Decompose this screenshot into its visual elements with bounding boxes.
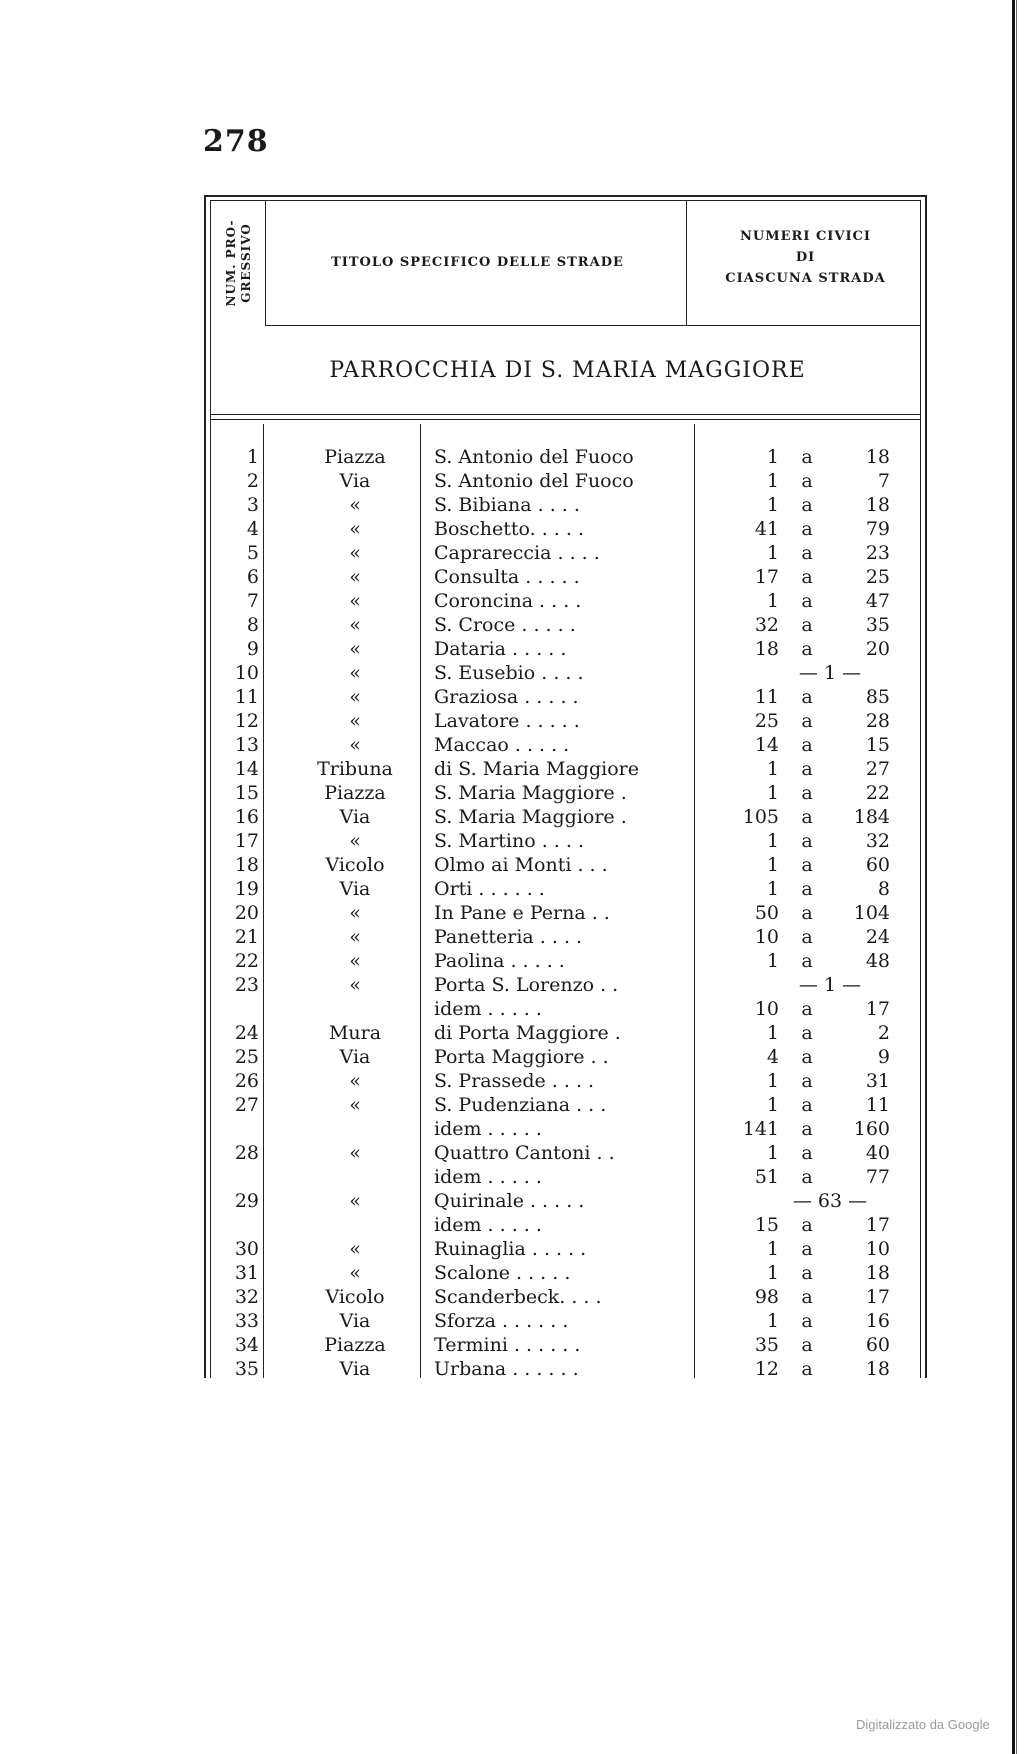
street-type: Vicolo (325, 1286, 385, 1308)
civic-to: 9 (877, 1046, 890, 1068)
table-row (210, 589, 921, 613)
row-number: 17 (234, 830, 259, 852)
row-number: 32 (234, 1286, 259, 1308)
row-number: 35 (234, 1358, 259, 1380)
civic-to: 27 (865, 758, 890, 780)
row-number: 11 (234, 686, 259, 708)
street-name: Sforza . . . . . . (434, 1310, 569, 1332)
table-row (210, 685, 921, 709)
street-name: S. Prassede . . . . (434, 1070, 595, 1092)
civic-separator: a (801, 1358, 813, 1380)
street-type: « (349, 1094, 361, 1116)
civic-to: 28 (865, 710, 890, 732)
table-row (210, 997, 921, 1021)
row-number: 3 (246, 494, 259, 516)
street-name: Porta S. Lorenzo . . (434, 974, 619, 996)
row-number: 21 (234, 926, 259, 948)
civic-to: 18 (865, 1358, 890, 1380)
street-name: Paolina . . . . . (434, 950, 565, 972)
civic-separator: a (801, 1238, 813, 1260)
street-type: « (349, 1190, 361, 1212)
street-list (210, 445, 921, 1381)
street-name: Orti . . . . . . (434, 878, 545, 900)
civic-from: 105 (742, 806, 779, 828)
row-number: 8 (246, 614, 259, 636)
row-number: 10 (234, 662, 259, 684)
civic-to: 8 (877, 878, 890, 900)
row-number: 7 (246, 590, 259, 612)
civic-to: 18 (865, 1262, 890, 1284)
parish-bottom-rule-2 (210, 419, 921, 420)
civic-to: 85 (865, 686, 890, 708)
header-numeri-civici (688, 226, 923, 289)
table-row (210, 781, 921, 805)
civic-to: 17 (865, 1214, 890, 1236)
table-row (210, 1165, 921, 1189)
table-row (210, 757, 921, 781)
table-row (210, 517, 921, 541)
header-civici-line2: DI (795, 250, 816, 265)
table-row (210, 1189, 921, 1213)
civic-from: 18 (754, 638, 779, 660)
civic-separator: a (801, 926, 813, 948)
row-number: 2 (246, 470, 259, 492)
row-number: 26 (234, 1070, 259, 1092)
page-edge-secondary (1016, 0, 1017, 1754)
civic-from: 98 (754, 1286, 779, 1308)
row-number: 22 (234, 950, 259, 972)
table-row (210, 709, 921, 733)
street-type: « (349, 1238, 361, 1260)
table-row (210, 1357, 921, 1381)
civic-from: 1 (766, 494, 779, 516)
civic-to: 25 (865, 566, 890, 588)
civic-from: 1 (766, 1142, 779, 1164)
civic-from: 1 (766, 878, 779, 900)
civic-from: 1 (766, 542, 779, 564)
parish-bottom-rule (210, 414, 921, 415)
civic-separator: a (801, 1094, 813, 1116)
row-number: 4 (246, 518, 259, 540)
civic-from: 10 (754, 926, 779, 948)
civic-separator: a (801, 1070, 813, 1092)
street-name: S. Bibiana . . . . (434, 494, 580, 516)
civic-from: 25 (754, 710, 779, 732)
civic-separator: a (801, 782, 813, 804)
civic-separator: a (801, 614, 813, 636)
street-name: Dataria . . . . . (434, 638, 567, 660)
row-number: 15 (234, 782, 259, 804)
civic-to: 2 (877, 1022, 890, 1044)
street-type: « (349, 734, 361, 756)
civic-from: 4 (766, 1046, 779, 1068)
street-type: Via (339, 878, 371, 900)
street-type: « (349, 830, 361, 852)
civic-range-single: — 1 — (798, 662, 862, 684)
civic-separator: a (801, 950, 813, 972)
street-type: « (349, 662, 361, 684)
civic-from: 51 (754, 1166, 779, 1188)
street-name: Scalone . . . . . (434, 1262, 571, 1284)
street-name: S. Martino . . . . (434, 830, 584, 852)
street-name: Porta Maggiore . . (434, 1046, 609, 1068)
civic-to: 60 (865, 1334, 890, 1356)
street-type: « (349, 710, 361, 732)
table-row (210, 469, 921, 493)
street-name: S. Maria Maggiore . (434, 782, 627, 804)
row-number: 30 (234, 1238, 259, 1260)
street-type: « (349, 590, 361, 612)
civic-from: 1 (766, 950, 779, 972)
civic-from: 32 (754, 614, 779, 636)
header-divider-civici (686, 201, 687, 325)
civic-separator: a (801, 494, 813, 516)
street-type: Mura (328, 1022, 382, 1044)
civic-from: 35 (754, 1334, 779, 1356)
civic-from: 41 (754, 518, 779, 540)
row-number: 14 (234, 758, 259, 780)
civic-to: 48 (865, 950, 890, 972)
table-row (210, 613, 921, 637)
street-type: « (349, 494, 361, 516)
civic-to: 184 (853, 806, 890, 828)
table-row (210, 661, 921, 685)
digitization-credit: Digitalizzato da Google (856, 1717, 990, 1732)
civic-from: 12 (754, 1358, 779, 1380)
row-number: 31 (234, 1262, 259, 1284)
civic-to: 104 (853, 902, 890, 924)
civic-from: 1 (766, 854, 779, 876)
street-name: Boschetto. . . . . (434, 518, 585, 540)
street-type: « (349, 926, 361, 948)
civic-separator: a (801, 1262, 813, 1284)
street-type: Via (339, 1046, 371, 1068)
civic-from: 1 (766, 782, 779, 804)
row-number: 27 (234, 1094, 259, 1116)
street-name: S. Eusebio . . . . (434, 662, 584, 684)
civic-separator: a (801, 686, 813, 708)
civic-from: 1 (766, 1022, 779, 1044)
row-number: 13 (234, 734, 259, 756)
street-type: Via (339, 1358, 371, 1380)
table-row (210, 1069, 921, 1093)
street-type: « (349, 518, 361, 540)
civic-separator: a (801, 446, 813, 468)
street-type: « (349, 566, 361, 588)
row-number: 12 (234, 710, 259, 732)
row-number: 1 (246, 446, 259, 468)
civic-range-single: — 63 — (792, 1190, 868, 1212)
civic-separator: a (801, 854, 813, 876)
table-row (210, 973, 921, 997)
table-row (210, 805, 921, 829)
civic-separator: a (801, 566, 813, 588)
civic-separator: a (801, 638, 813, 660)
street-name: Caprareccia . . . . (434, 542, 600, 564)
civic-separator: a (801, 998, 813, 1020)
civic-to: 47 (865, 590, 890, 612)
street-name: Olmo ai Monti . . . (434, 854, 608, 876)
civic-from: 10 (754, 998, 779, 1020)
civic-to: 40 (865, 1142, 890, 1164)
street-name: Graziosa . . . . . (434, 686, 579, 708)
table-row (210, 493, 921, 517)
street-name: S. Maria Maggiore . (434, 806, 627, 828)
table-row (210, 541, 921, 565)
street-name: idem . . . . . (434, 998, 542, 1020)
civic-to: 31 (865, 1070, 890, 1092)
civic-to: 24 (865, 926, 890, 948)
civic-to: 17 (865, 998, 890, 1020)
street-name: Termini . . . . . . (434, 1334, 581, 1356)
civic-from: 1 (766, 446, 779, 468)
table-row (210, 1021, 921, 1045)
table-row (210, 1117, 921, 1141)
street-name: Maccao . . . . . (434, 734, 570, 756)
civic-to: 79 (865, 518, 890, 540)
header-num-progressivo (214, 202, 264, 324)
street-type: Piazza (324, 1334, 386, 1356)
street-name: di Porta Maggiore . (434, 1022, 621, 1044)
street-type: « (349, 974, 361, 996)
header-bottom-rule (265, 325, 921, 326)
street-name: S. Antonio del Fuoco (434, 446, 634, 468)
civic-separator: a (801, 806, 813, 828)
civic-separator: a (801, 878, 813, 900)
street-name: Consulta . . . . . (434, 566, 580, 588)
page-edge (1012, 0, 1015, 1754)
civic-from: 1 (766, 758, 779, 780)
street-name: di S. Maria Maggiore (434, 758, 639, 780)
civic-from: 11 (754, 686, 779, 708)
civic-separator: a (801, 734, 813, 756)
street-name: Quattro Cantoni . . (434, 1142, 615, 1164)
civic-to: 20 (865, 638, 890, 660)
civic-from: 1 (766, 470, 779, 492)
table-row (210, 1309, 921, 1333)
header-civici-line1: NUMERI CIVICI (740, 229, 871, 244)
civic-to: 18 (865, 494, 890, 516)
civic-separator: a (801, 710, 813, 732)
table-row (210, 1237, 921, 1261)
civic-separator: a (801, 1334, 813, 1356)
civic-separator: a (801, 1046, 813, 1068)
table-row (210, 733, 921, 757)
table-row (210, 1285, 921, 1309)
table-row (210, 1333, 921, 1357)
row-number: 6 (246, 566, 259, 588)
civic-from: 17 (754, 566, 779, 588)
street-name: Panetteria . . . . (434, 926, 583, 948)
table-row (210, 1261, 921, 1285)
table-row (210, 853, 921, 877)
civic-from: 1 (766, 1310, 779, 1332)
parish-title: PARROCCHIA DI S. MARIA MAGGIORE (329, 358, 806, 383)
street-name: Urbana . . . . . . (434, 1358, 579, 1380)
civic-range-single: — 1 — (798, 974, 862, 996)
street-type: Vicolo (325, 854, 385, 876)
civic-to: 7 (877, 470, 890, 492)
civic-separator: a (801, 1310, 813, 1332)
civic-from: 1 (766, 1238, 779, 1260)
row-number: 18 (234, 854, 259, 876)
row-number: 29 (234, 1190, 259, 1212)
civic-from: 1 (766, 1094, 779, 1116)
row-number: 24 (234, 1022, 259, 1044)
street-type: Piazza (324, 782, 386, 804)
civic-separator: a (801, 830, 813, 852)
table-row (210, 829, 921, 853)
row-number: 28 (234, 1142, 259, 1164)
civic-to: 10 (865, 1238, 890, 1260)
row-number: 20 (234, 902, 259, 924)
row-number: 16 (234, 806, 259, 828)
table-row (210, 1213, 921, 1237)
street-type: Piazza (324, 446, 386, 468)
street-type: « (349, 614, 361, 636)
street-type: Via (339, 1310, 371, 1332)
street-type: « (349, 1070, 361, 1092)
civic-separator: a (801, 1166, 813, 1188)
street-name: In Pane e Perna . . (434, 902, 610, 924)
street-type: Via (339, 806, 371, 828)
page-number: 278 (203, 124, 269, 159)
street-type: Via (339, 470, 371, 492)
civic-separator: a (801, 902, 813, 924)
civic-to: 77 (865, 1166, 890, 1188)
row-number: 19 (234, 878, 259, 900)
civic-to: 60 (865, 854, 890, 876)
civic-to: 22 (865, 782, 890, 804)
table-row (210, 445, 921, 469)
row-number: 5 (246, 542, 259, 564)
civic-separator: a (801, 758, 813, 780)
civic-separator: a (801, 1214, 813, 1236)
row-number: 34 (234, 1334, 259, 1356)
street-name: idem . . . . . (434, 1166, 542, 1188)
table-row (210, 877, 921, 901)
civic-separator: a (801, 470, 813, 492)
civic-to: 23 (865, 542, 890, 564)
table-row (210, 1045, 921, 1069)
table-row (210, 925, 921, 949)
street-type: « (349, 542, 361, 564)
civic-from: 141 (742, 1118, 779, 1140)
header-civici-line3: CIASCUNA STRADA (725, 271, 886, 286)
street-type: « (349, 1262, 361, 1284)
civic-separator: a (801, 1022, 813, 1044)
civic-from: 14 (754, 734, 779, 756)
row-number: 25 (234, 1046, 259, 1068)
civic-to: 17 (865, 1286, 890, 1308)
civic-from: 1 (766, 1262, 779, 1284)
street-name: idem . . . . . (434, 1214, 542, 1236)
civic-to: 18 (865, 446, 890, 468)
civic-separator: a (801, 590, 813, 612)
civic-separator: a (801, 518, 813, 540)
table-row (210, 901, 921, 925)
header-num-label: NUM. PRO- GRESSIVO (224, 219, 253, 307)
civic-separator: a (801, 1286, 813, 1308)
street-type: « (349, 638, 361, 660)
header-divider-num (265, 201, 266, 325)
street-name: Quirinale . . . . . (434, 1190, 585, 1212)
street-name: idem . . . . . (434, 1118, 542, 1140)
street-name: Lavatore . . . . . (434, 710, 580, 732)
street-name: Coroncina . . . . (434, 590, 582, 612)
header-title-label: TITOLO SPECIFICO DELLE STRADE (331, 255, 624, 270)
table-row (210, 949, 921, 973)
civic-from: 15 (754, 1214, 779, 1236)
civic-separator: a (801, 542, 813, 564)
street-name: S. Antonio del Fuoco (434, 470, 634, 492)
civic-from: 1 (766, 830, 779, 852)
row-number: 23 (234, 974, 259, 996)
civic-to: 35 (865, 614, 890, 636)
street-type: « (349, 950, 361, 972)
table-row (210, 565, 921, 589)
civic-to: 11 (865, 1094, 890, 1116)
street-name: Ruinaglia . . . . . (434, 1238, 587, 1260)
civic-to: 160 (853, 1118, 890, 1140)
street-type: « (349, 686, 361, 708)
row-number: 9 (246, 638, 259, 660)
civic-to: 16 (865, 1310, 890, 1332)
row-number: 33 (234, 1310, 259, 1332)
civic-separator: a (801, 1142, 813, 1164)
street-name: Scanderbeck. . . . (434, 1286, 602, 1308)
civic-from: 1 (766, 590, 779, 612)
street-name: S. Croce . . . . . (434, 614, 576, 636)
civic-from: 50 (754, 902, 779, 924)
table-row (210, 1093, 921, 1117)
table-row (210, 637, 921, 661)
table-row (210, 1141, 921, 1165)
street-name: S. Pudenziana . . . (434, 1094, 607, 1116)
civic-separator: a (801, 1118, 813, 1140)
civic-to: 32 (865, 830, 890, 852)
street-type: « (349, 1142, 361, 1164)
civic-to: 15 (865, 734, 890, 756)
street-type: Tribuna (317, 758, 393, 780)
civic-from: 1 (766, 1070, 779, 1092)
street-type: « (349, 902, 361, 924)
